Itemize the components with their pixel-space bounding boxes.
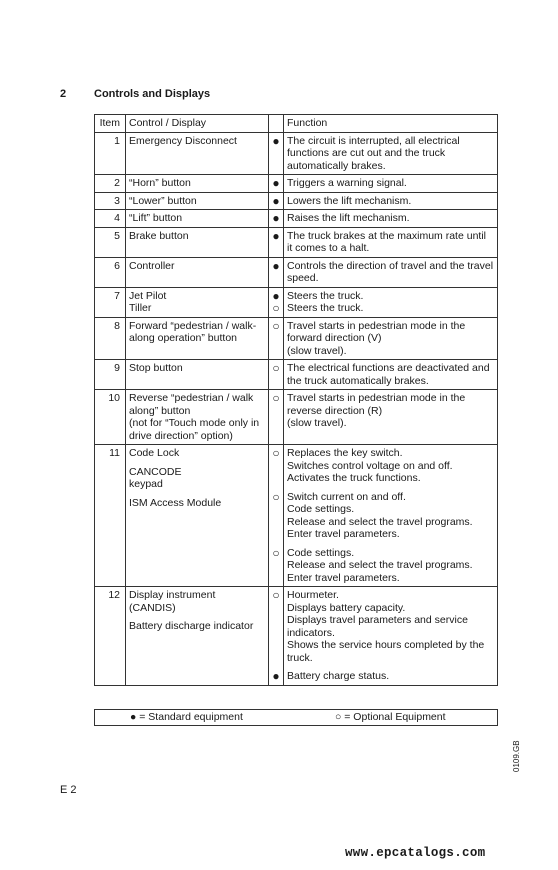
equipment-symbol-cell <box>269 390 284 445</box>
control-cell <box>126 360 269 390</box>
equipment-symbol-cell <box>269 317 284 360</box>
filled-circle-icon: ● <box>272 228 280 243</box>
table-row <box>95 445 498 587</box>
function-text: Steers the truck. <box>287 302 364 314</box>
symbol-placeholder <box>269 503 283 516</box>
open-circle-icon: ○ <box>272 489 280 504</box>
function-text: Switches control voltage on and off. <box>287 459 453 472</box>
open-circle-icon: ○ <box>272 588 280 602</box>
item-number: 5 <box>95 227 126 257</box>
function-text: The truck brakes at the maximum rate until it comes to a halt. <box>287 229 486 254</box>
function-text: Activates the truck functions. <box>287 472 421 484</box>
open-circle-icon: ○ <box>272 318 280 333</box>
function-text: Replaces the key switch. <box>287 447 403 459</box>
function-text: Code settings. <box>287 503 355 515</box>
table-row <box>95 227 498 257</box>
header-item: Item <box>95 115 126 133</box>
function-text: Release and select the travel programs. <box>287 515 473 528</box>
control-label: Tiller <box>129 302 152 314</box>
legend-optional: ○ = Optional Equipment <box>335 711 446 723</box>
control-label: (not for “Touch mode only in drive direction” option) <box>129 417 260 442</box>
control-label: Forward “pedestrian / walk-along operation” button <box>129 319 257 344</box>
table-row <box>95 390 498 445</box>
section-heading <box>60 88 210 100</box>
item-number: 9 <box>95 360 126 390</box>
table-row <box>95 587 498 686</box>
table-row <box>95 192 498 210</box>
function-text: Hourmeter. <box>287 589 339 601</box>
function-text: Steers the truck. <box>287 289 364 302</box>
function-cell <box>284 317 498 360</box>
symbol-placeholder <box>269 345 283 358</box>
control-cell <box>126 317 269 360</box>
function-text: The electrical functions are deactivated and the truck automatically brakes. <box>287 362 490 387</box>
function-text: Battery charge status. <box>287 670 390 682</box>
table-row <box>95 257 498 287</box>
item-number: 12 <box>95 587 126 686</box>
open-circle-icon: ○ <box>272 391 280 405</box>
item-number: 3 <box>95 192 126 210</box>
filled-circle-icon: ● <box>272 193 280 208</box>
control-label: Emergency Disconnect <box>129 134 237 147</box>
symbol-placeholder <box>269 472 283 485</box>
controls-table <box>94 114 498 686</box>
control-label: (CANDIS) <box>129 601 176 614</box>
control-cell <box>126 227 269 257</box>
function-text: Triggers a warning signal. <box>287 177 407 189</box>
function-cell <box>284 132 498 175</box>
filled-circle-icon: ● <box>272 288 280 303</box>
control-cell <box>126 210 269 228</box>
table-row <box>95 175 498 193</box>
control-label: “Horn” button <box>129 177 191 189</box>
function-cell <box>284 227 498 257</box>
filled-circle-icon: ● <box>272 258 280 273</box>
control-cell <box>126 445 269 587</box>
control-cell <box>126 192 269 210</box>
control-label: Reverse “pedestrian / walk along” button <box>129 392 254 417</box>
function-text: Shows the service hours completed by the truck. <box>287 639 485 664</box>
control-label: “Lower” button <box>129 194 197 207</box>
equipment-symbol-cell <box>269 257 284 287</box>
function-cell <box>284 175 498 193</box>
function-cell <box>284 390 498 445</box>
equipment-symbol-cell <box>269 287 284 317</box>
symbol-placeholder <box>269 417 283 430</box>
header-control: Control / Display <box>126 115 269 133</box>
document-code: 0109.GB <box>512 740 521 772</box>
control-label: Jet Pilot <box>129 289 167 302</box>
function-text: Enter travel parameters. <box>287 571 400 584</box>
legend-standard: ● = Standard equipment <box>130 711 243 723</box>
equipment-symbol-cell <box>269 587 284 686</box>
control-label: ISM Access Module <box>129 496 222 509</box>
item-number: 10 <box>95 390 126 445</box>
function-text: Code settings. <box>287 546 355 559</box>
filled-circle-icon: ● <box>272 669 280 683</box>
symbol-placeholder <box>269 572 283 585</box>
table-row <box>95 317 498 360</box>
function-text: Travel starts in pedestrian mode in the reverse direction (R) <box>287 392 466 417</box>
function-text: Raises the lift mechanism. <box>287 212 410 224</box>
function-cell <box>284 192 498 210</box>
table-row <box>95 132 498 175</box>
control-label: Code Lock <box>129 447 180 459</box>
function-text: Lowers the lift mechanism. <box>287 194 412 207</box>
equipment-symbol-cell <box>269 192 284 210</box>
control-label: Stop button <box>129 362 183 374</box>
equipment-symbol-cell <box>269 445 284 587</box>
function-cell <box>284 360 498 390</box>
control-label: Display instrument <box>129 589 216 601</box>
control-cell <box>126 587 269 686</box>
filled-circle-icon: ● <box>272 176 280 190</box>
function-text: Release and select the travel programs. <box>287 559 473 571</box>
control-label: Battery discharge indicator <box>129 620 254 632</box>
function-cell <box>284 210 498 228</box>
page-number: E 2 <box>60 784 77 796</box>
function-text: Travel starts in pedestrian mode in the forward direction (V) <box>287 319 466 344</box>
equipment-symbol-cell <box>269 210 284 228</box>
header-function: Function <box>284 115 498 133</box>
function-cell <box>284 257 498 287</box>
control-cell <box>126 257 269 287</box>
function-cell <box>284 445 498 587</box>
equipment-symbol-cell <box>269 175 284 193</box>
function-text: Displays travel parameters and service indicators. <box>287 614 468 639</box>
function-text: (slow travel). <box>287 344 347 357</box>
item-number: 4 <box>95 210 126 228</box>
table-row <box>95 287 498 317</box>
item-number: 8 <box>95 317 126 360</box>
control-cell <box>126 287 269 317</box>
table-body <box>95 132 498 685</box>
function-text: Enter travel parameters. <box>287 528 400 540</box>
open-circle-icon: ○ <box>272 545 280 560</box>
function-text: Switch current on and off. <box>287 490 406 503</box>
table-row <box>95 210 498 228</box>
control-cell <box>126 390 269 445</box>
filled-circle-icon: ● <box>272 133 280 148</box>
item-number: 6 <box>95 257 126 287</box>
function-text: The circuit is interrupted, all electrical functions are cut out and the truck automatically brakes. <box>287 134 460 172</box>
control-label: keypad <box>129 478 163 490</box>
equipment-symbol-cell <box>269 360 284 390</box>
item-number: 2 <box>95 175 126 193</box>
equipment-symbol-cell <box>269 132 284 175</box>
section-title: Controls and Displays <box>94 88 211 100</box>
function-text: (slow travel). <box>287 417 347 429</box>
open-circle-icon: ○ <box>272 446 280 460</box>
open-circle-icon: ○ <box>272 301 280 315</box>
symbol-placeholder <box>269 639 283 664</box>
symbol-placeholder <box>269 614 283 639</box>
function-cell <box>284 587 498 686</box>
filled-circle-icon: ● <box>272 211 280 225</box>
control-label: CANCODE <box>129 465 182 478</box>
function-cell <box>284 287 498 317</box>
symbol-placeholder <box>269 528 283 541</box>
equipment-symbol-cell <box>269 227 284 257</box>
control-label: “Lift” button <box>129 212 183 224</box>
equipment-legend <box>94 709 498 726</box>
item-number: 11 <box>95 445 126 587</box>
control-label: Controller <box>129 259 175 272</box>
control-label: Brake button <box>129 229 189 242</box>
table-header-row <box>95 115 498 133</box>
header-symbol <box>269 115 284 133</box>
table-row <box>95 360 498 390</box>
control-cell <box>126 175 269 193</box>
open-circle-icon: ○ <box>272 361 280 375</box>
control-cell <box>126 132 269 175</box>
function-text: Displays battery capacity. <box>287 601 406 614</box>
website-watermark: www.epcatalogs.com <box>345 846 486 860</box>
function-text: Controls the direction of travel and the travel speed. <box>287 259 494 284</box>
item-number: 7 <box>95 287 126 317</box>
item-number: 1 <box>95 132 126 175</box>
section-number: 2 <box>60 88 67 100</box>
symbol-placeholder <box>269 559 283 572</box>
